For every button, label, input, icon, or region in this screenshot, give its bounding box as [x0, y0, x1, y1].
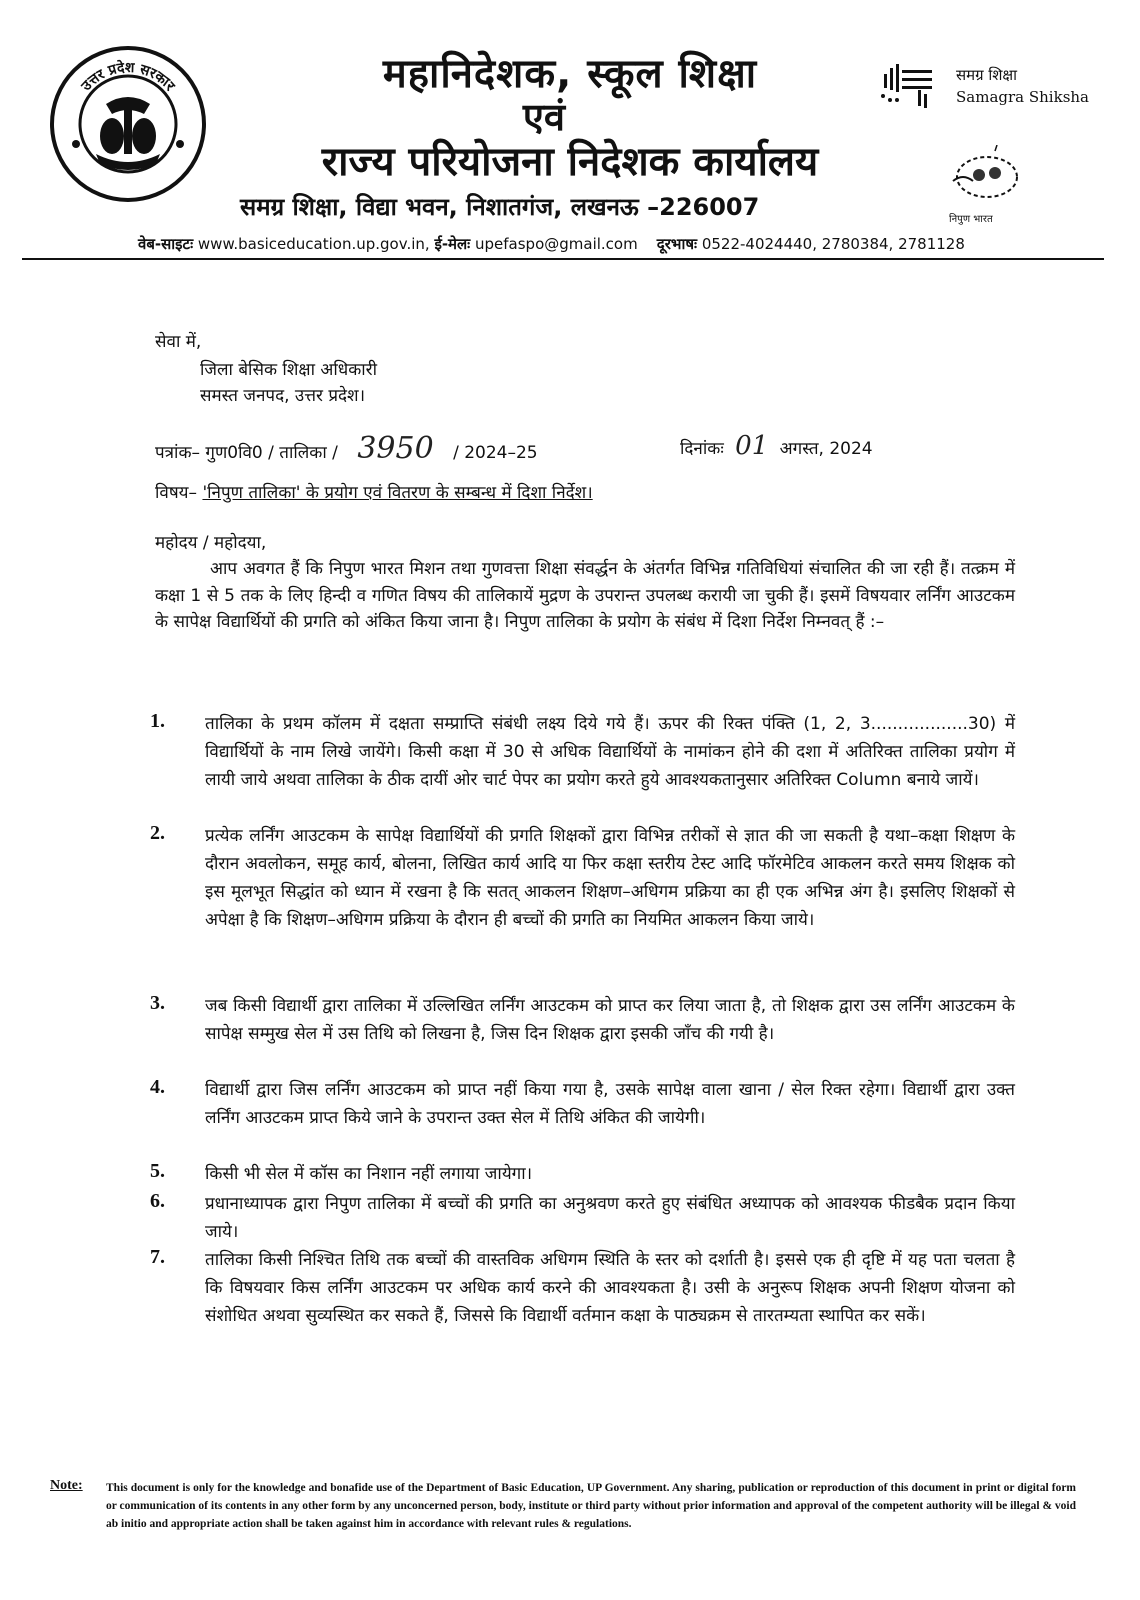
nipun-bharat-logo [945, 145, 1025, 230]
letter-reference: पत्रांक– गुण0वि0 / तालिका / 3950 / 2024–25 [155, 431, 538, 466]
samagra-hindi: समग्र शिक्षा [956, 66, 1018, 84]
office-address: समग्र शिक्षा, विद्या भवन, निशातगंज, लखनऊ –226007 [240, 193, 760, 221]
intro-paragraph: आप अवगत हैं कि निपुण भारत मिशन तथा गुणवत्ता शिक्षा संवर्द्धन के अंतर्गत विभिन्न गतिविधियां संचालित की जा रही हैं। तत्क्रम में कक्षा 1 से 5 तक के लिए हिन्दी व गणित विषय की तालिकायें मुद्रण के उपरान्त उपलब्ध करायी जा चुकी हैं। इसमें विषयवार लर्निंग आउटकम के सापेक्ष विद्यार्थियों की प्रगति को अंकित किया जाना है। निपुण तालिका के प्रयोग के संबंध में दिशा निर्देश निम्नवत् हैं :– [155, 559, 1015, 633]
subject-text: 'निपुण तालिका' के प्रयोग एवं वितरण के सम्बन्ध में दिशा निर्देश। [202, 483, 593, 503]
contact-line: वेब-साइटः www.basiceducation.up.gov.in, ई-मेलः upefaspo@gmail.com दूरभाषः 0522-4024440, 2780384, 2781128 [138, 235, 965, 253]
recipient-salutation: सेवा में, [155, 332, 202, 352]
recipient-location: समस्त जनपद, उत्तर प्रदेश। [200, 386, 366, 406]
letter-date: दिनांकः 01 अगस्त, 2024 [680, 431, 873, 461]
nipun-mascot-icon [945, 145, 1025, 209]
letter-subject: विषय– 'निपुण तालिका' के प्रयोग एवं वितरण के सम्बन्ध में दिशा निर्देश। [155, 483, 593, 503]
salutation: महोदय / महोदया, [155, 533, 267, 553]
header-divider [22, 258, 1104, 260]
samagra-shiksha-logo [880, 60, 1090, 120]
website-link[interactable]: www.basiceducation.up.gov.in, [197, 235, 430, 253]
date-day: 01 [735, 431, 769, 461]
office-title-line1: महानिदेशक, स्कूल शिक्षा [382, 51, 758, 97]
reference-number: 3950 [357, 431, 434, 466]
note-text: This document is only for the knowledge and bonafide use of the Department of Basic Education, UP Government. Any sharing, publication or reproduction of this document in print or digital form or communication of its contents in any other form by any unconcerned person, body, institute or third party without prior information and approval of the competent authority will be illegal & void ab initio and appropriate action shall be taken against him in accordance with relevant rules & regulations. [106, 1482, 1076, 1530]
recipient-designation: जिला बेसिक शिक्षा अधिकारी [200, 360, 378, 380]
svg-text:उत्तर प्रदेश सरकार: उत्तर प्रदेश सरकार [78, 59, 178, 95]
phone-number: 0522-4024440, 2780384, 2781128 [701, 235, 965, 253]
note-label: Note: [50, 1478, 83, 1493]
samagra-logo-icon [880, 60, 950, 110]
samagra-english: Samagra Shiksha [956, 88, 1089, 106]
email-link[interactable]: upefaspo@gmail.com [475, 235, 638, 253]
office-title-line3: राज्य परियोजना निदेशक कार्यालय [321, 139, 819, 185]
nipun-caption: निपुण भारत [949, 214, 993, 225]
office-title-line2: एवं [522, 95, 566, 139]
